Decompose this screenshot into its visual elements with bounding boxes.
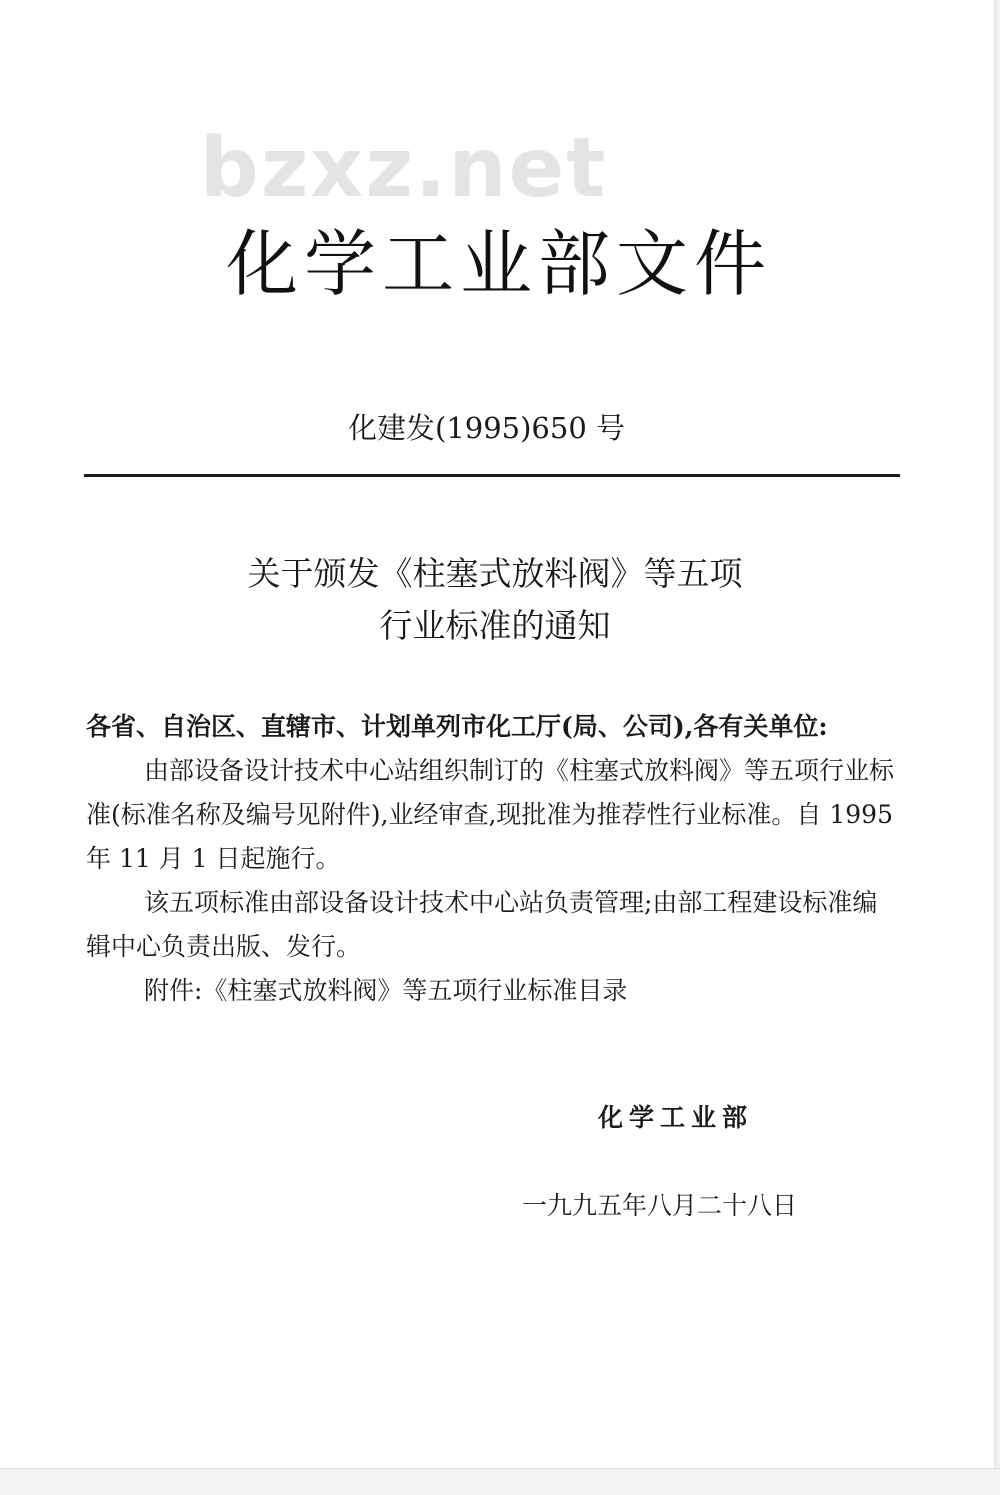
watermark: bzxz.net [200, 121, 608, 216]
header-divider [84, 474, 900, 477]
document-number: 化建发(1995)650 号 [348, 411, 626, 445]
page-bottom-edge [0, 1468, 1000, 1495]
notice-title [150, 548, 840, 652]
notice-body [86, 705, 901, 1013]
addressee-line: 各省、自治区、直辖市、计划单列市化工厅(局、公司),各有关单位: [86, 712, 828, 741]
body-paragraph-1: 由部设备设计技术中心站组织制订的《柱塞式放料阀》等五项行业标准(标准名称及编号见附件),业经审查,现批准为推荐性行业标准。自 1995 年 11 月 1 日起施行。 [86, 756, 895, 873]
page-right-edge [994, 0, 1000, 1470]
issue-date: 一九九五年八月二十八日 [522, 1191, 798, 1220]
issuer-signature: 化学工业部 [598, 1103, 754, 1132]
document-header-title: 化学工业部文件 [226, 222, 773, 306]
body-paragraph-2: 该五项标准由部设备设计技术中心站负责管理;由部工程建设标准编辑中心负责出版、发行。 [86, 888, 878, 961]
notice-title-line-1: 关于颁发《柱塞式放料阀》等五项 [247, 554, 743, 593]
attachment-line: 附件:《柱塞式放料阀》等五项行业标准目录 [144, 976, 628, 1005]
notice-title-line-2: 行业标准的通知 [379, 606, 611, 645]
